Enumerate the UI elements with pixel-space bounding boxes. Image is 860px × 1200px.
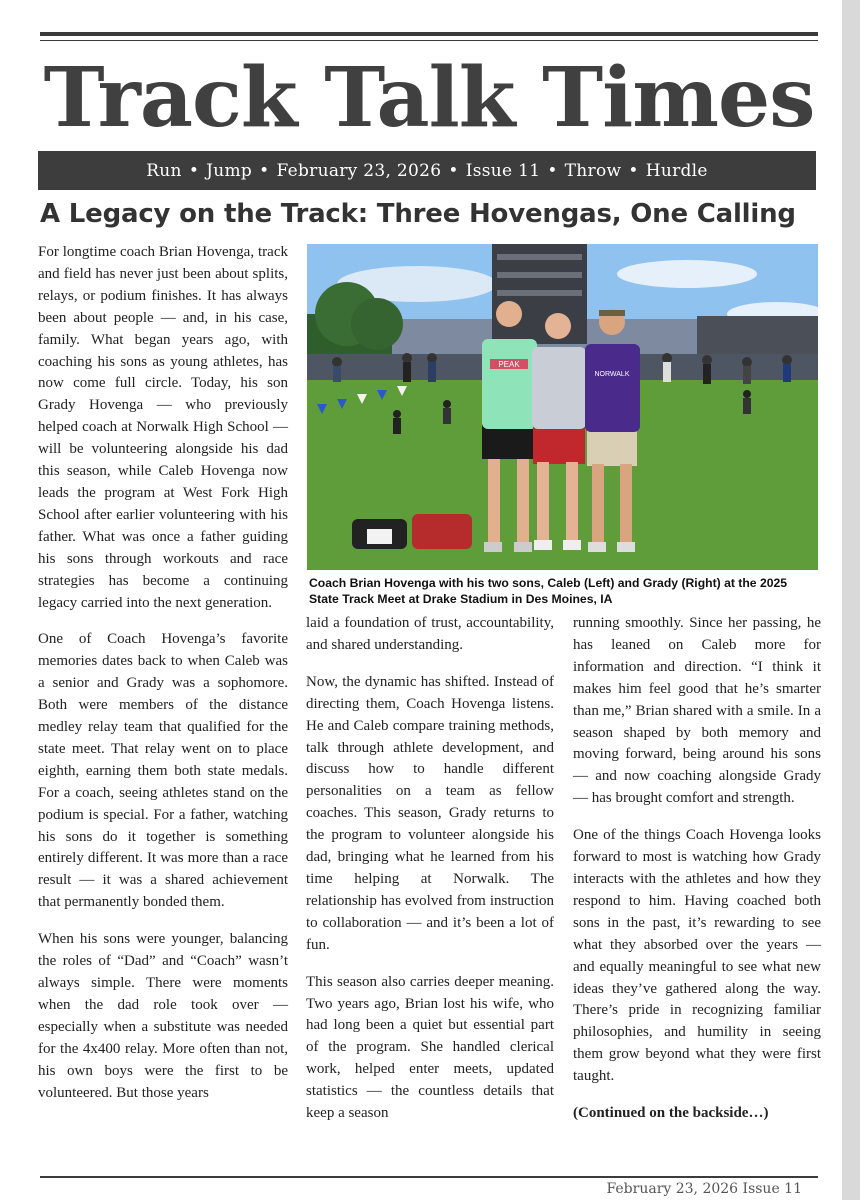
banner-item-date: February 23, 2026	[276, 161, 442, 181]
article-column-3	[573, 613, 821, 1140]
banner-separator: •	[547, 161, 558, 181]
banner-item-throw: Throw	[564, 161, 622, 181]
banner-separator: •	[628, 161, 639, 181]
article-photo	[307, 244, 818, 570]
banner-item-hurdle: Hurdle	[645, 161, 708, 181]
masthead-title: Track Talk Times	[43, 50, 815, 146]
article-paragraph: running smoothly. Since her passing, he has leaned on Caleb more for information and direction. “I think it makes him feel good that he’s smarter than me,” Brian shared with a smile. In a season shaped by both memory and moving forward, being around his sons — and now coaching alongside Grady — has brought comfort and strength.	[573, 615, 821, 807]
article-paragraph: laid a foundation of trust, accountability, and shared understanding.	[306, 615, 554, 653]
article-paragraph: One of the things Coach Hovenga looks forward to most is watching how Grady interacts with the athletes and how they respond to him. Having coached both sons in the past, it’s rewarding to see what they absorbed over the years — and equally meaningful to see what new ideas they’ve gathered along the way. There’s pride in recognizing familiar philosophies, and humility in seeing them grow beyond what they were first taught.	[573, 827, 821, 1085]
masthead-thin-rule	[40, 40, 818, 41]
shirt-left-text: PEAK	[498, 360, 520, 369]
banner-item-issue: Issue 11	[465, 161, 541, 181]
article-headline: A Legacy on the Track: Three Hovengas, One Calling	[40, 199, 796, 229]
banner-separator: •	[188, 161, 200, 181]
masthead-top-rule	[40, 32, 818, 36]
banner-item-run: Run	[146, 161, 182, 181]
article-paragraph: One of Coach Hovenga’s favorite memories dates back to when Caleb was a senior and Grady was a sophomore. Both were members of the distance medley relay team that qualified for the state meet. That relay went on to place eighth, earning them both state medals. For a coach, seeing athletes stand on the podium is special. For a father, watching his sons do it together is something entirely different. It was more than a race result — it was a shared achievement that permanently bonded them.	[38, 631, 288, 911]
article-column-2	[306, 613, 554, 1140]
article-column-1	[38, 242, 288, 1119]
banner-separator: •	[259, 161, 270, 181]
article-paragraph: This season also carries deeper meaning. Two years ago, Brian lost his wife, who had long been a quiet but essential part of the program. She handled clerical work, helped enter meets, updated statistics — the countless details that keep a season	[306, 973, 554, 1122]
footer-issue-line: February 23, 2026 Issue 11	[606, 1181, 802, 1197]
article-paragraph: Now, the dynamic has shifted. Instead of directing them, Coach Hovenga listens. He and Caleb compare training methods, talk through athlete development, and discuss how to handle different personalities on a team as fellow coaches. This season, Grady returns to the program to volunteer alongside his dad, bringing what he learned from his time helping at Norwalk. The relationship has evolved from instruction to collaboration — and it’s been a lot of fun.	[306, 673, 554, 953]
masthead-banner	[38, 151, 816, 190]
banner-separator: •	[448, 161, 459, 181]
footer-rule	[40, 1176, 818, 1178]
article-paragraph: For longtime coach Brian Hovenga, track and field has never just been about splits, relays, or podium finishes. It has always been about people — and, in his case, family. What began years ago, with coaching his sons as young athletes, has now come full circle. Today, his son Grady Hovenga — who previously helped coach at Norwalk High School — will be volunteering alongside his dad this season, while Caleb Hovenga now leads the program at West Fork High School after earlier volunteering with his father. What was once a father guiding his sons through workouts and race strategies has become a continuing legacy carried into the next generation.	[38, 244, 288, 611]
photo-caption: Coach Brian Hovenga with his two sons, Caleb (Left) and Grady (Right) at the 2025 State Track Meet at Drake Stadium in Des Moines, IA	[309, 576, 788, 606]
banner-item-jump: Jump	[206, 161, 253, 181]
continued-notice: (Continued on the backside…)	[573, 1105, 769, 1122]
shirt-right-text: NORWALK	[594, 371, 630, 378]
article-paragraph: When his sons were younger, balancing the roles of “Dad” and “Coach” wasn’t always simple. There were moments when the dad role took over — especially when a substitute was needed for the 4x400 relay. More often than not, his own boys were the first to be volunteered. But those years	[38, 931, 288, 1101]
